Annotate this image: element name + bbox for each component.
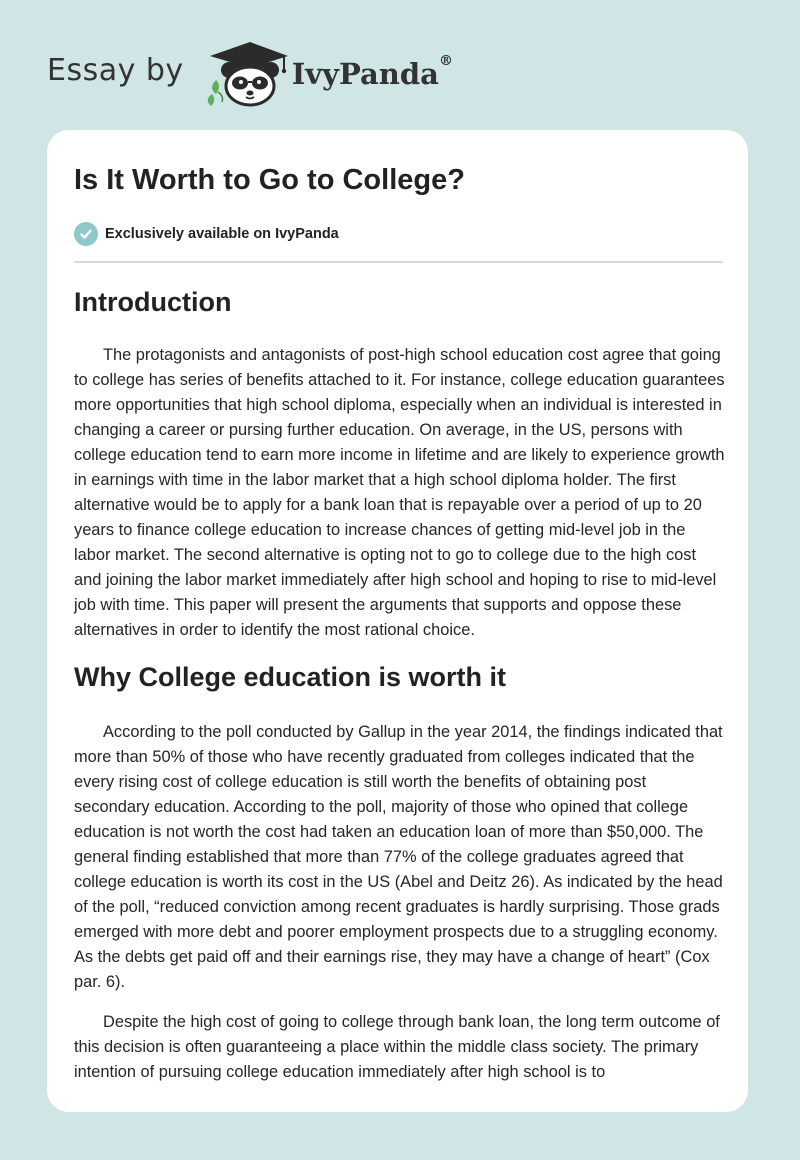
essay-title: Is It Worth to Go to College? bbox=[74, 164, 465, 196]
paragraph: Despite the high cost of going to college through bank loan, the long term outcome of this decision is often guaranteeing a place within the middle class society. The primary intention of pursuing college education immediately after high school is to bbox=[74, 1013, 720, 1081]
paragraph: According to the poll conducted by Gallup in the year 2014, the findings indicated that more than 50% of those who have recently graduated from colleges indicated that the every rising cost of college education is still worth the benefits of obtaining post secondary education. According to the poll, majority of those who opined that college education is not worth the cost had taken an education loan of more than $50,000. The general finding established that more than 77% of the college graduates agreed that college education is worth its cost in the US (Abel and Deitz 26). As indicated by the head of the poll, “reduced conviction among recent graduates is hardly surprising. Those grads emerged with more debt and poorer employment prospects due to a struggling economy. As the debts get paid off and their earnings rise, they may have a change of heart” (Cox par. 6). bbox=[74, 723, 723, 991]
paragraph: The protagonists and antagonists of post-high school education cost agree that going to college has series of benefits attached to it. For instance, college education guarantees more opportunities that high school diploma, especially when an individual is interested in changing a career or pursing further education. On average, in the US, persons with college education tend to earn more income in lifetime and are likely to experience growth in earnings with time in the labor market that a high school diploma holder. The first alternative would be to apply for a bank loan that is repayable over a period of up to 20 years to finance college education to increase chances of getting mid-level job in the labor market. The second alternative is opting not to go to college due to the high cost and joining the labor market immediately after high school and hoping to rise to mid-level job with time. This paper will present the arguments that supports and oppose these alternatives in order to identify the most rational choice. bbox=[74, 346, 725, 639]
brand-prefix: Essay by bbox=[47, 52, 184, 88]
essay-card bbox=[47, 130, 748, 1112]
exclusive-badge-text: Exclusively available on IvyPanda bbox=[105, 226, 339, 242]
checkmark-icon bbox=[74, 222, 98, 246]
brand-name bbox=[291, 53, 453, 91]
brand-registered-mark: ® bbox=[438, 53, 453, 69]
exclusive-badge bbox=[74, 222, 339, 246]
panda-logo-icon bbox=[202, 36, 292, 108]
brand-header bbox=[47, 36, 453, 108]
section-heading-why-college: Why College education is worth it bbox=[74, 662, 507, 692]
brand-name-text: IvyPanda bbox=[291, 57, 439, 91]
section-heading-introduction: Introduction bbox=[74, 287, 232, 317]
divider bbox=[74, 261, 723, 263]
